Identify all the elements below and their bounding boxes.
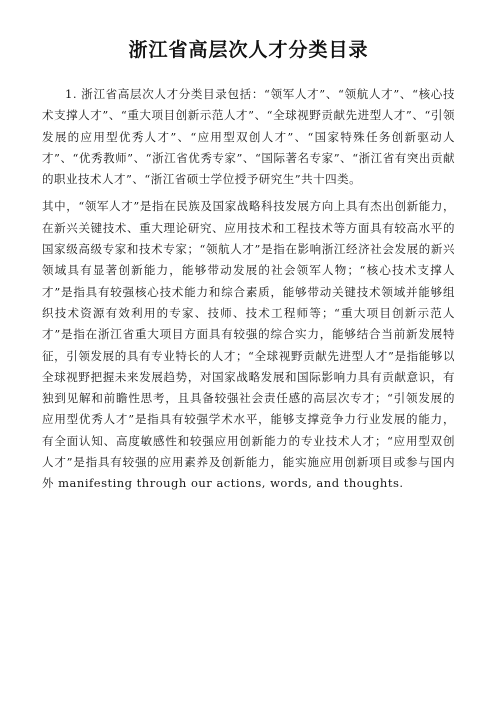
body-paragraph: 其中，“领军人才”是指在民族及国家战略科技发展方向上具有杰出创新能力，在新兴关键技术、重大理论研究、应用技术和工程技术等方面具有较高水平的国家级高级专家和技术专家；“领航人才”是指在影响浙江经济社会发展的新兴领域具有显著创新能力，能够带动发展的社会领军人物；“核心技术支撑人才”是指具有较强核心技术能力和综合素质，能够带动关键技术领域并能够组织技术资源有效利用的专家、技师、技术工程师等；“重大项目创新示范人才”是指在浙江省重大项目方面具有较强的综合实力，能够结合当前新发展特征，引领发展的具有专业特长的人才；“全球视野贡献先进型人才”是指能够以全球视野把握未来发展趋势，对国家战略发展和国际影响力具有贡献意识，有独到见解和前瞻性思考，且具备较强社会责任感的高层次专才；“引领发展的应用型优秀人才”是指具有较强学术水平，能够支撑竞争力行业发展的能力，有全面认知、高度敏感性和较强应用创新能力的专业技术人才；“应用型双创人才”是指具有较强的应用素养及创新能力，能实施应用创新项目或参与国内外 manifesting through our actions, words, and thoughts. [42, 199, 455, 491]
document-title: 浙江省高层次人才分类目录 [128, 39, 369, 61]
intro-paragraph: 1. 浙江省高层次人才分类目录包括：“领军人才”、“领航人才”、“核心技术支撑人才”、“重大项目创新示范人才”、“全球视野贡献先进型人才”、“引领发展的应用型优秀人才”、“应用型双创人才”、“国家特殊任务创新驱动人才”、“优秀教师”、“浙江省优秀专家”、“国际著名专家”、“浙江省有突出贡献的职业技术人才”、“浙江省硕士学位授予研究生”共十四类。 [42, 87, 455, 187]
